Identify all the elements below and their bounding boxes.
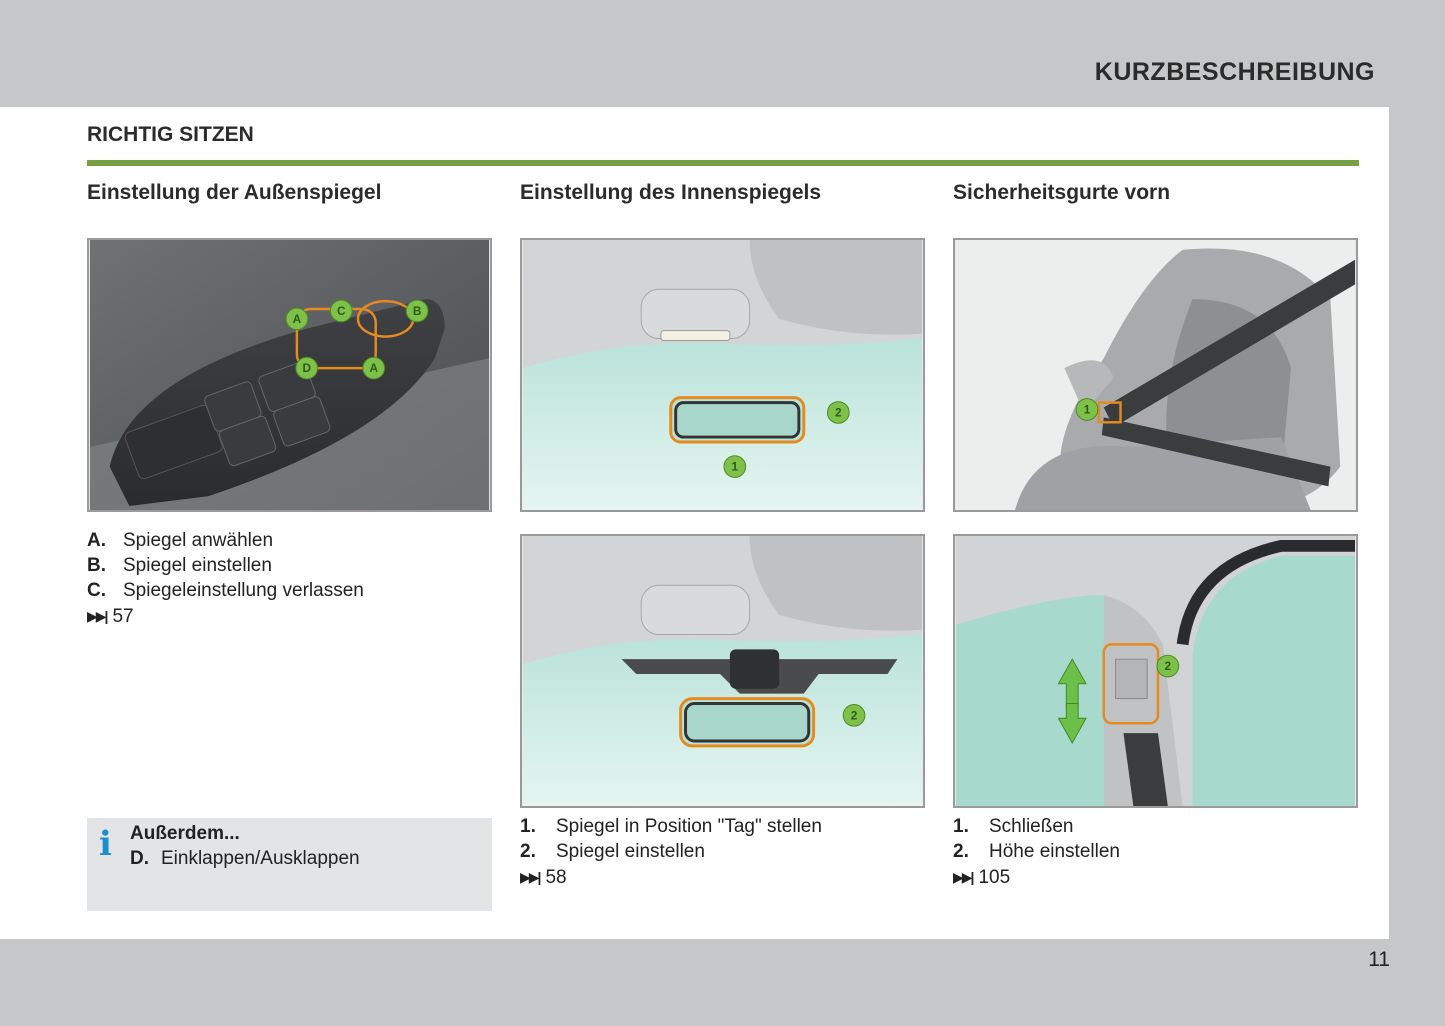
inside-mirror-steps bbox=[520, 814, 822, 890]
column-title-inside-mirror: Einstellung des Innenspiegels bbox=[520, 181, 822, 204]
page-number: 11 bbox=[1368, 948, 1390, 971]
list-item: 1. Schließen bbox=[953, 816, 1074, 837]
seatbelt-illustration bbox=[953, 238, 1358, 512]
door-label-d: D bbox=[302, 361, 312, 376]
pillar-label-2: 2 bbox=[1164, 659, 1172, 674]
page-reference-link[interactable]: ▶▶| 57 bbox=[87, 606, 134, 627]
header-band bbox=[0, 0, 1445, 107]
page-reference-link[interactable]: ▶▶| 58 bbox=[520, 867, 567, 888]
inside-mirror-illustration-1 bbox=[520, 238, 925, 512]
seatbelt-steps bbox=[953, 814, 1120, 890]
page-reference-link[interactable]: ▶▶| 105 bbox=[953, 867, 1011, 888]
door-label-a2: A bbox=[369, 361, 379, 376]
inside-mirror-illustration-2 bbox=[520, 534, 925, 808]
list-item: C. Spiegeleinstellung verlassen bbox=[87, 580, 364, 601]
door-control-illustration bbox=[87, 238, 492, 512]
info-title: Außerdem... bbox=[130, 823, 240, 844]
list-item: A. Spiegel anwählen bbox=[87, 530, 274, 551]
page-reference-icon: ▶▶| bbox=[953, 869, 973, 885]
mirror2-label-2: 2 bbox=[850, 708, 858, 723]
mirror1-label-2: 2 bbox=[834, 405, 842, 420]
info-box bbox=[87, 818, 492, 911]
door-label-b: B bbox=[412, 303, 422, 318]
door-label-a: A bbox=[292, 311, 302, 326]
divider-rule bbox=[87, 160, 1359, 166]
info-line: D. Einklappen/Ausklappen bbox=[130, 848, 360, 869]
column-title-outside-mirrors: Einstellung der Außenspiegel bbox=[87, 181, 382, 204]
info-icon: i bbox=[99, 824, 112, 864]
door-label-c: C bbox=[336, 303, 346, 318]
list-item: B. Spiegel einstellen bbox=[87, 555, 272, 576]
page-reference-icon: ▶▶| bbox=[87, 608, 107, 624]
belt-height-illustration bbox=[953, 534, 1358, 808]
list-item: 2. Spiegel einstellen bbox=[520, 841, 705, 862]
mirror1-label-1: 1 bbox=[731, 459, 739, 474]
page-reference-icon: ▶▶| bbox=[520, 869, 540, 885]
list-item: 2. Höhe einstellen bbox=[953, 841, 1120, 862]
column-title-seatbelts: Sicherheitsgurte vorn bbox=[953, 181, 1171, 204]
list-item: 1. Spiegel in Position "Tag" stellen bbox=[520, 816, 822, 837]
section-title: KURZBESCHREIBUNG bbox=[1094, 58, 1375, 86]
page-subtitle: RICHTIG SITZEN bbox=[87, 123, 254, 146]
outside-mirror-steps bbox=[87, 528, 364, 629]
seat-label-1: 1 bbox=[1083, 402, 1091, 417]
